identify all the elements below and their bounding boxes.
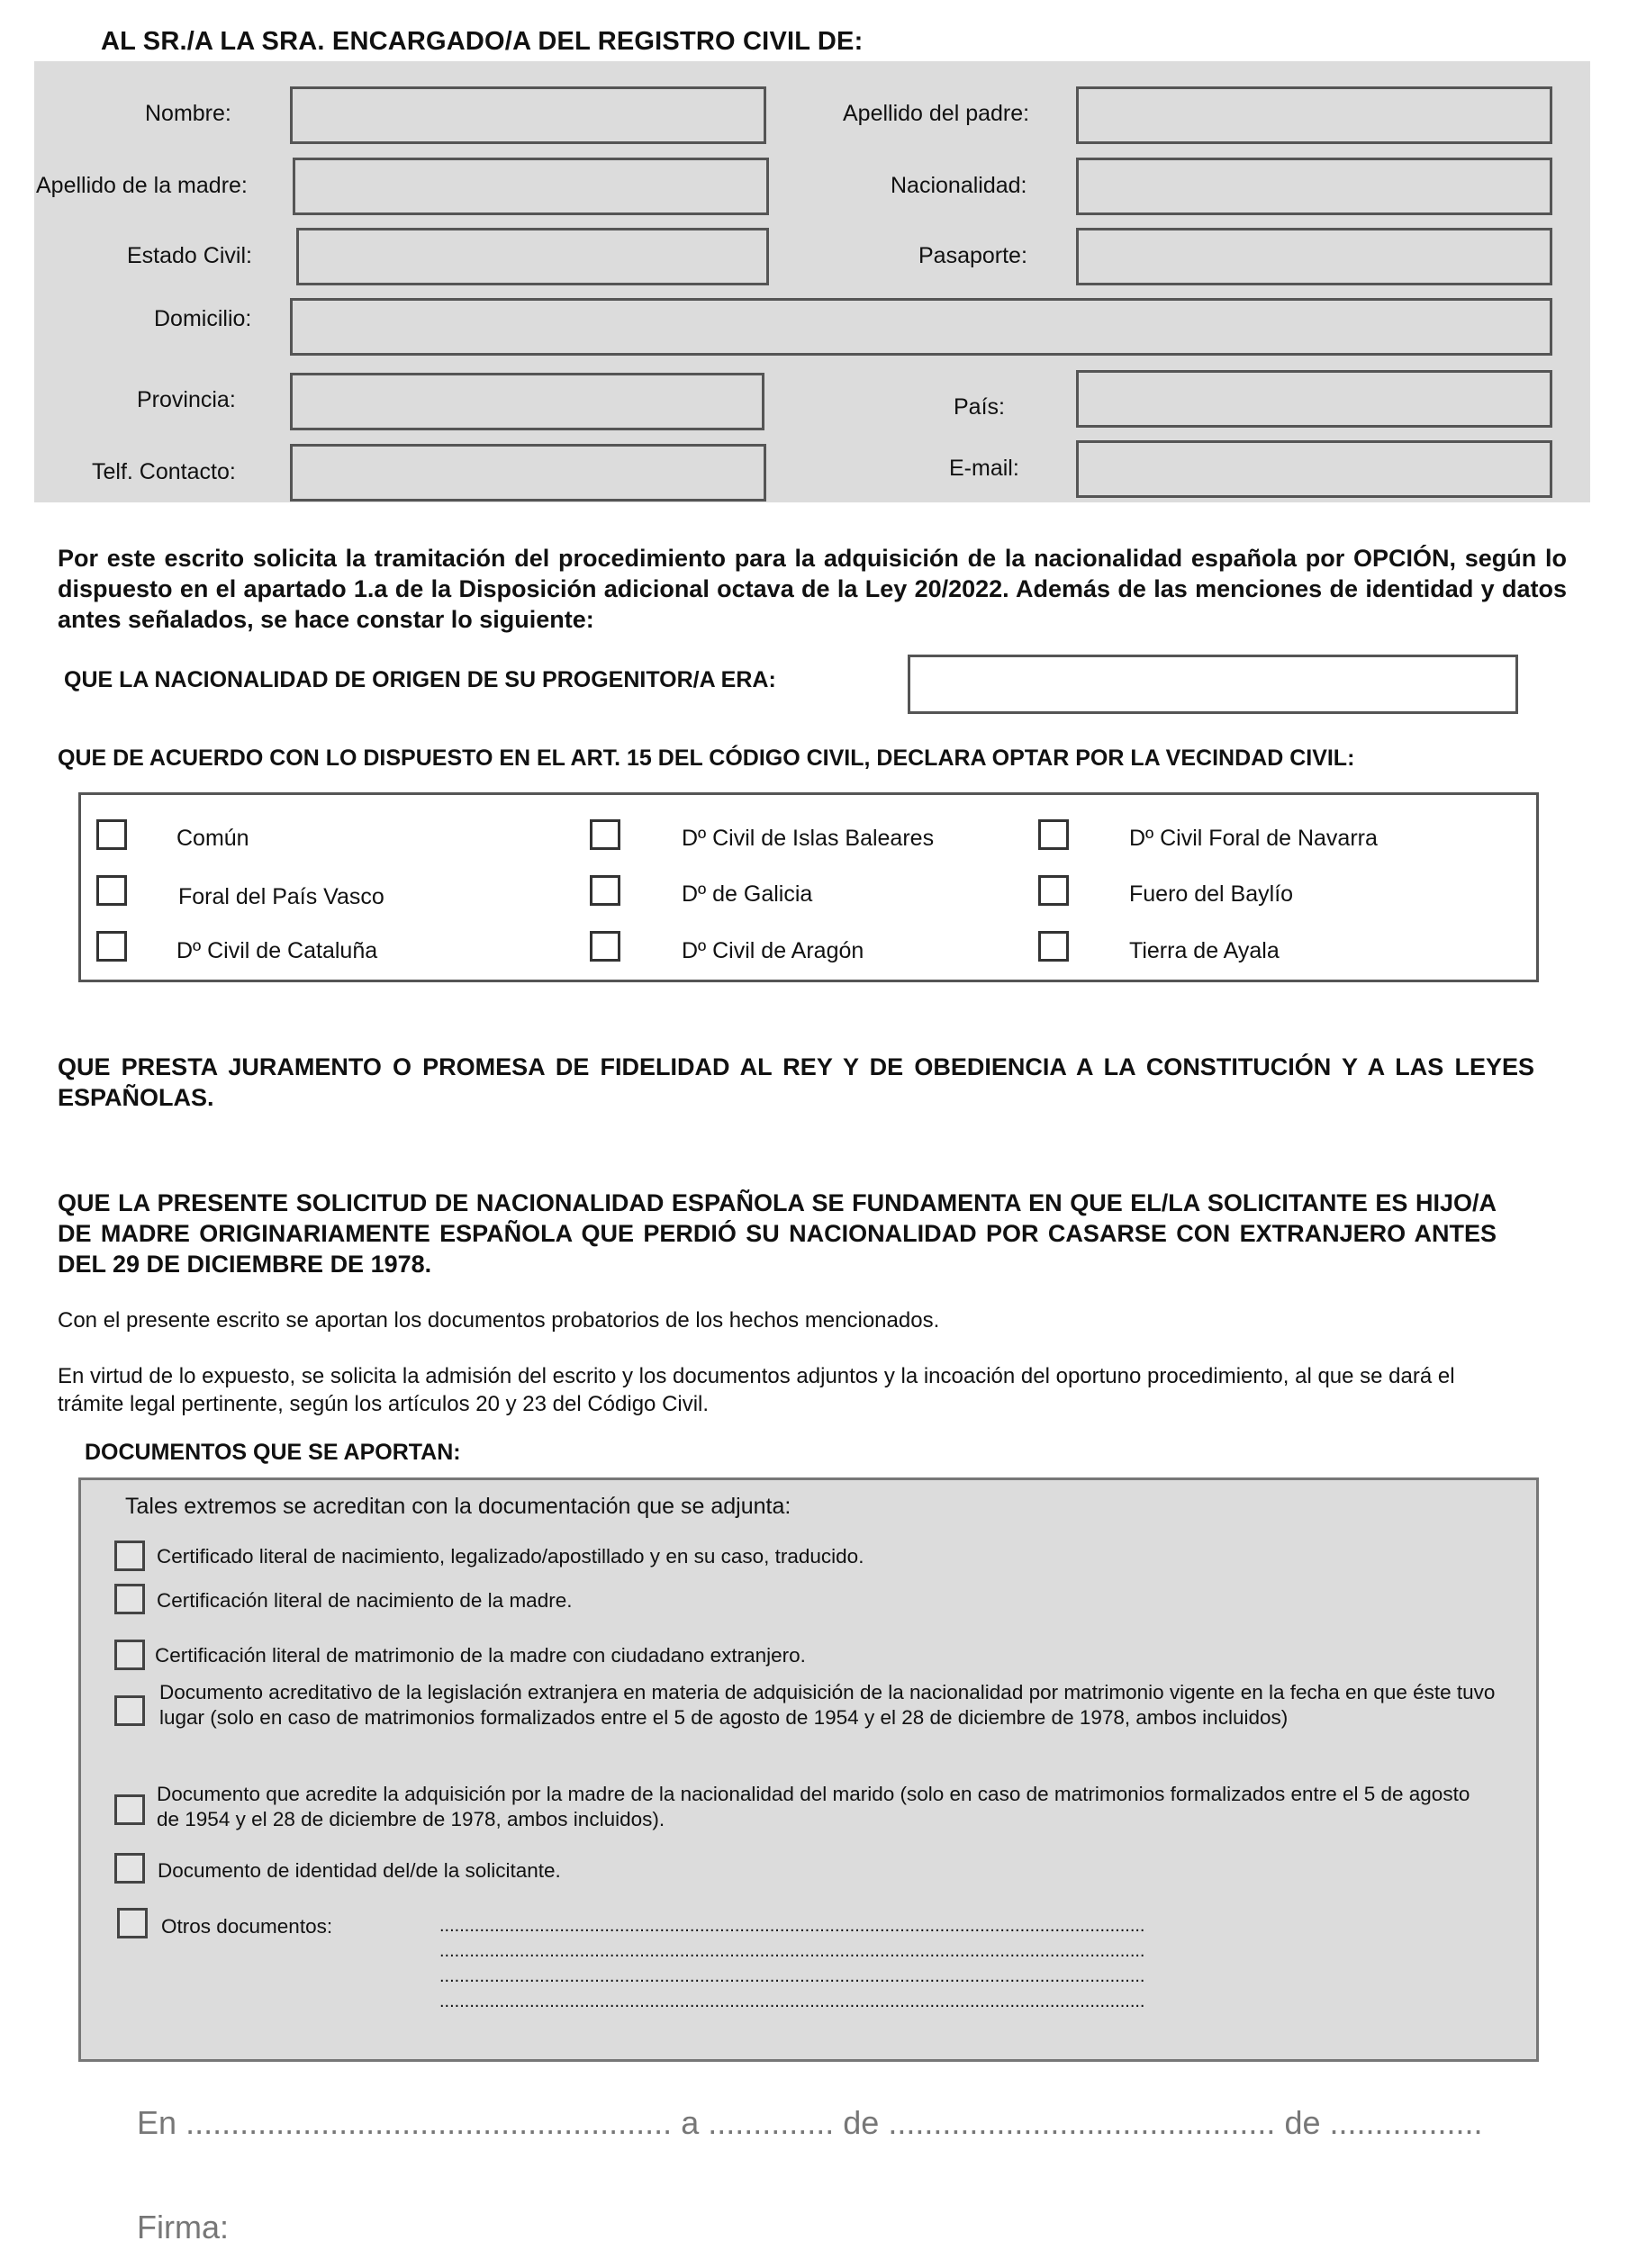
fecha-lugar-line: [137, 2104, 1483, 2142]
checkbox-doc-matrimonio-madre[interactable]: [114, 1640, 145, 1670]
telefono-field[interactable]: [290, 444, 766, 501]
otros-line-2[interactable]: .............................................................................................................................................: [439, 1941, 1145, 1961]
footer-de-2: de: [1284, 2104, 1321, 2141]
label-telefono: Telf. Contacto:: [92, 459, 236, 484]
mes-dots[interactable]: ...........................................: [888, 2104, 1276, 2141]
doc-legislacion-extranjera: Documento acreditativo de la legislación extranjera en materia de adquisición de la nacionalidad por matrimonio vigente en la fecha en que éste tuvo lugar (solo en caso de matrimonios formalizados entre el 5 de agosto de 1954 y el 28 de diciembre de 1978, ambos incluidos): [159, 1681, 1496, 1729]
option-ayala: Tierra de Ayala: [1129, 938, 1280, 963]
apellido-padre-field[interactable]: [1076, 86, 1552, 144]
firma-label: Firma:: [137, 2209, 229, 2245]
label-email: E-mail:: [949, 456, 1019, 481]
lugar-dots[interactable]: ......................................................: [185, 2104, 673, 2141]
documentos-panel: [78, 1477, 1539, 2062]
doc-nacimiento-madre: Certificación literal de nacimiento de la madre.: [157, 1589, 573, 1612]
checkbox-doc-nacimiento-madre[interactable]: [114, 1584, 145, 1614]
checkbox-islas-baleares[interactable]: [590, 819, 620, 850]
otros-line-4[interactable]: .............................................................................................................................................: [439, 1992, 1145, 2011]
nombre-field[interactable]: [290, 86, 766, 144]
documentos-intro: Tales extremos se acreditan con la documentación que se adjunta:: [125, 1494, 791, 1519]
checkbox-galicia[interactable]: [590, 875, 620, 906]
dia-dots[interactable]: ..............: [708, 2104, 835, 2141]
otros-line-1[interactable]: .............................................................................................................................................: [439, 1916, 1145, 1936]
vecindad-label: QUE DE ACUERDO CON LO DISPUESTO EN EL ART. 15 DEL CÓDIGO CIVIL, DECLARA OPTAR POR LA VECINDAD CIVIL:: [58, 745, 1355, 771]
option-comun: Común: [176, 826, 249, 851]
footer-en: En: [137, 2104, 177, 2141]
checkbox-doc-otros[interactable]: [117, 1908, 148, 1938]
checkbox-doc-adquisicion-madre[interactable]: [114, 1794, 145, 1825]
fundamento-paragraph: QUE LA PRESENTE SOLICITUD DE NACIONALIDAD ESPAÑOLA SE FUNDAMENTA EN QUE EL/LA SOLICITANTE ES HIJO/A DE MADRE ORIGINARIAMENTE ESPAÑOLA QUE PERDIÓ SU NACIONALIDAD POR CASARSE CON EXTRANJERO ANTES DEL 29 DE DICIEMBRE DE 1978.: [58, 1189, 1497, 1278]
domicilio-field[interactable]: [290, 298, 1552, 356]
option-pais-vasco: Foral del País Vasco: [178, 884, 384, 909]
checkbox-cataluna[interactable]: [96, 931, 127, 962]
label-nombre: Nombre:: [145, 101, 231, 126]
doc-identidad: Documento de identidad del/de la solicitante.: [158, 1859, 561, 1882]
option-baylio: Fuero del Baylío: [1129, 881, 1294, 907]
doc-certificado-nacimiento: Certificado literal de nacimiento, legalizado/apostillado y en su caso, traducido.: [157, 1545, 864, 1568]
virtud-paragraph: En virtud de lo expuesto, se solicita la admisión del escrito y los documentos adjuntos y la incoación del oportuno procedimiento, al que se dará el trámite legal pertinente, según los artículos 20 y 23 del Código Civil.: [58, 1364, 1455, 1416]
checkbox-doc-identidad[interactable]: [114, 1853, 145, 1884]
doc-matrimonio-madre: Certificación literal de matrimonio de la madre con ciudadano extranjero.: [155, 1644, 806, 1667]
origen-nacionalidad-field[interactable]: [908, 655, 1518, 714]
label-apellido-padre: Apellido del padre:: [843, 101, 1030, 126]
checkbox-comun[interactable]: [96, 819, 127, 850]
checkbox-baylio[interactable]: [1038, 875, 1069, 906]
checkbox-doc-legislacion-extranjera[interactable]: [114, 1695, 145, 1726]
checkbox-doc-certificado-nacimiento[interactable]: [114, 1541, 145, 1571]
provincia-field[interactable]: [290, 373, 764, 430]
label-pasaporte: Pasaporte:: [918, 243, 1027, 268]
checkbox-pais-vasco[interactable]: [96, 875, 127, 906]
option-cataluna: Dº Civil de Cataluña: [176, 938, 378, 963]
origen-label: QUE LA NACIONALIDAD DE ORIGEN DE SU PROGENITOR/A ERA:: [64, 667, 776, 692]
doc-adquisicion-madre: Documento que acredite la adquisición por la madre de la nacionalidad del marido (solo en caso de matrimonios formalizados entre el 5 de agosto de 1954 y el 28 de diciembre de 1978, ambos incluidos).: [157, 1783, 1470, 1830]
intro-paragraph: Por este escrito solicita la tramitación del procedimiento para la adquisición de la nacionalidad española por OPCIÓN, según lo dispuesto en el apartado 1.a de la Disposición adicional octava de la Ley 20/2022. Además de las menciones de identidad y datos antes señalados, se hace constar lo siguiente:: [58, 545, 1567, 633]
option-islas-baleares: Dº Civil de Islas Baleares: [682, 826, 935, 851]
option-galicia: Dº de Galicia: [682, 881, 813, 907]
label-pais: País:: [954, 394, 1005, 420]
juramento-paragraph: QUE PRESTA JURAMENTO O PROMESA DE FIDELIDAD AL REY Y DE OBEDIENCIA A LA CONSTITUCIÓN Y A LAS LEYES ESPAÑOLAS.: [58, 1053, 1534, 1111]
estado-civil-field[interactable]: [296, 228, 769, 285]
option-navarra: Dº Civil Foral de Navarra: [1129, 826, 1378, 851]
nacionalidad-field[interactable]: [1076, 158, 1552, 215]
checkbox-aragon[interactable]: [590, 931, 620, 962]
aportan-paragraph: Con el presente escrito se aportan los documentos probatorios de los hechos mencionados.: [58, 1308, 940, 1333]
label-provincia: Provincia:: [137, 387, 236, 412]
documentos-title: DOCUMENTOS QUE SE APORTAN:: [85, 1440, 461, 1465]
doc-otros-label: Otros documentos:: [161, 1915, 333, 1938]
checkbox-navarra[interactable]: [1038, 819, 1069, 850]
checkbox-ayala[interactable]: [1038, 931, 1069, 962]
email-field[interactable]: [1076, 440, 1552, 498]
footer-a: a: [681, 2104, 700, 2141]
label-domicilio: Domicilio:: [154, 306, 252, 331]
label-estado-civil: Estado Civil:: [127, 243, 252, 268]
option-aragon: Dº Civil de Aragón: [682, 938, 864, 963]
pais-field[interactable]: [1076, 370, 1552, 428]
pasaporte-field[interactable]: [1076, 228, 1552, 285]
label-nacionalidad: Nacionalidad:: [891, 173, 1027, 198]
apellido-madre-field[interactable]: [293, 158, 769, 215]
otros-line-3[interactable]: .............................................................................................................................................: [439, 1966, 1145, 1986]
anio-dots[interactable]: .................: [1329, 2104, 1483, 2141]
footer-de-1: de: [843, 2104, 880, 2141]
label-apellido-madre: Apellido de la madre:: [36, 173, 248, 198]
page-title: AL SR./A LA SRA. ENCARGADO/A DEL REGISTRO CIVIL DE:: [101, 27, 864, 56]
